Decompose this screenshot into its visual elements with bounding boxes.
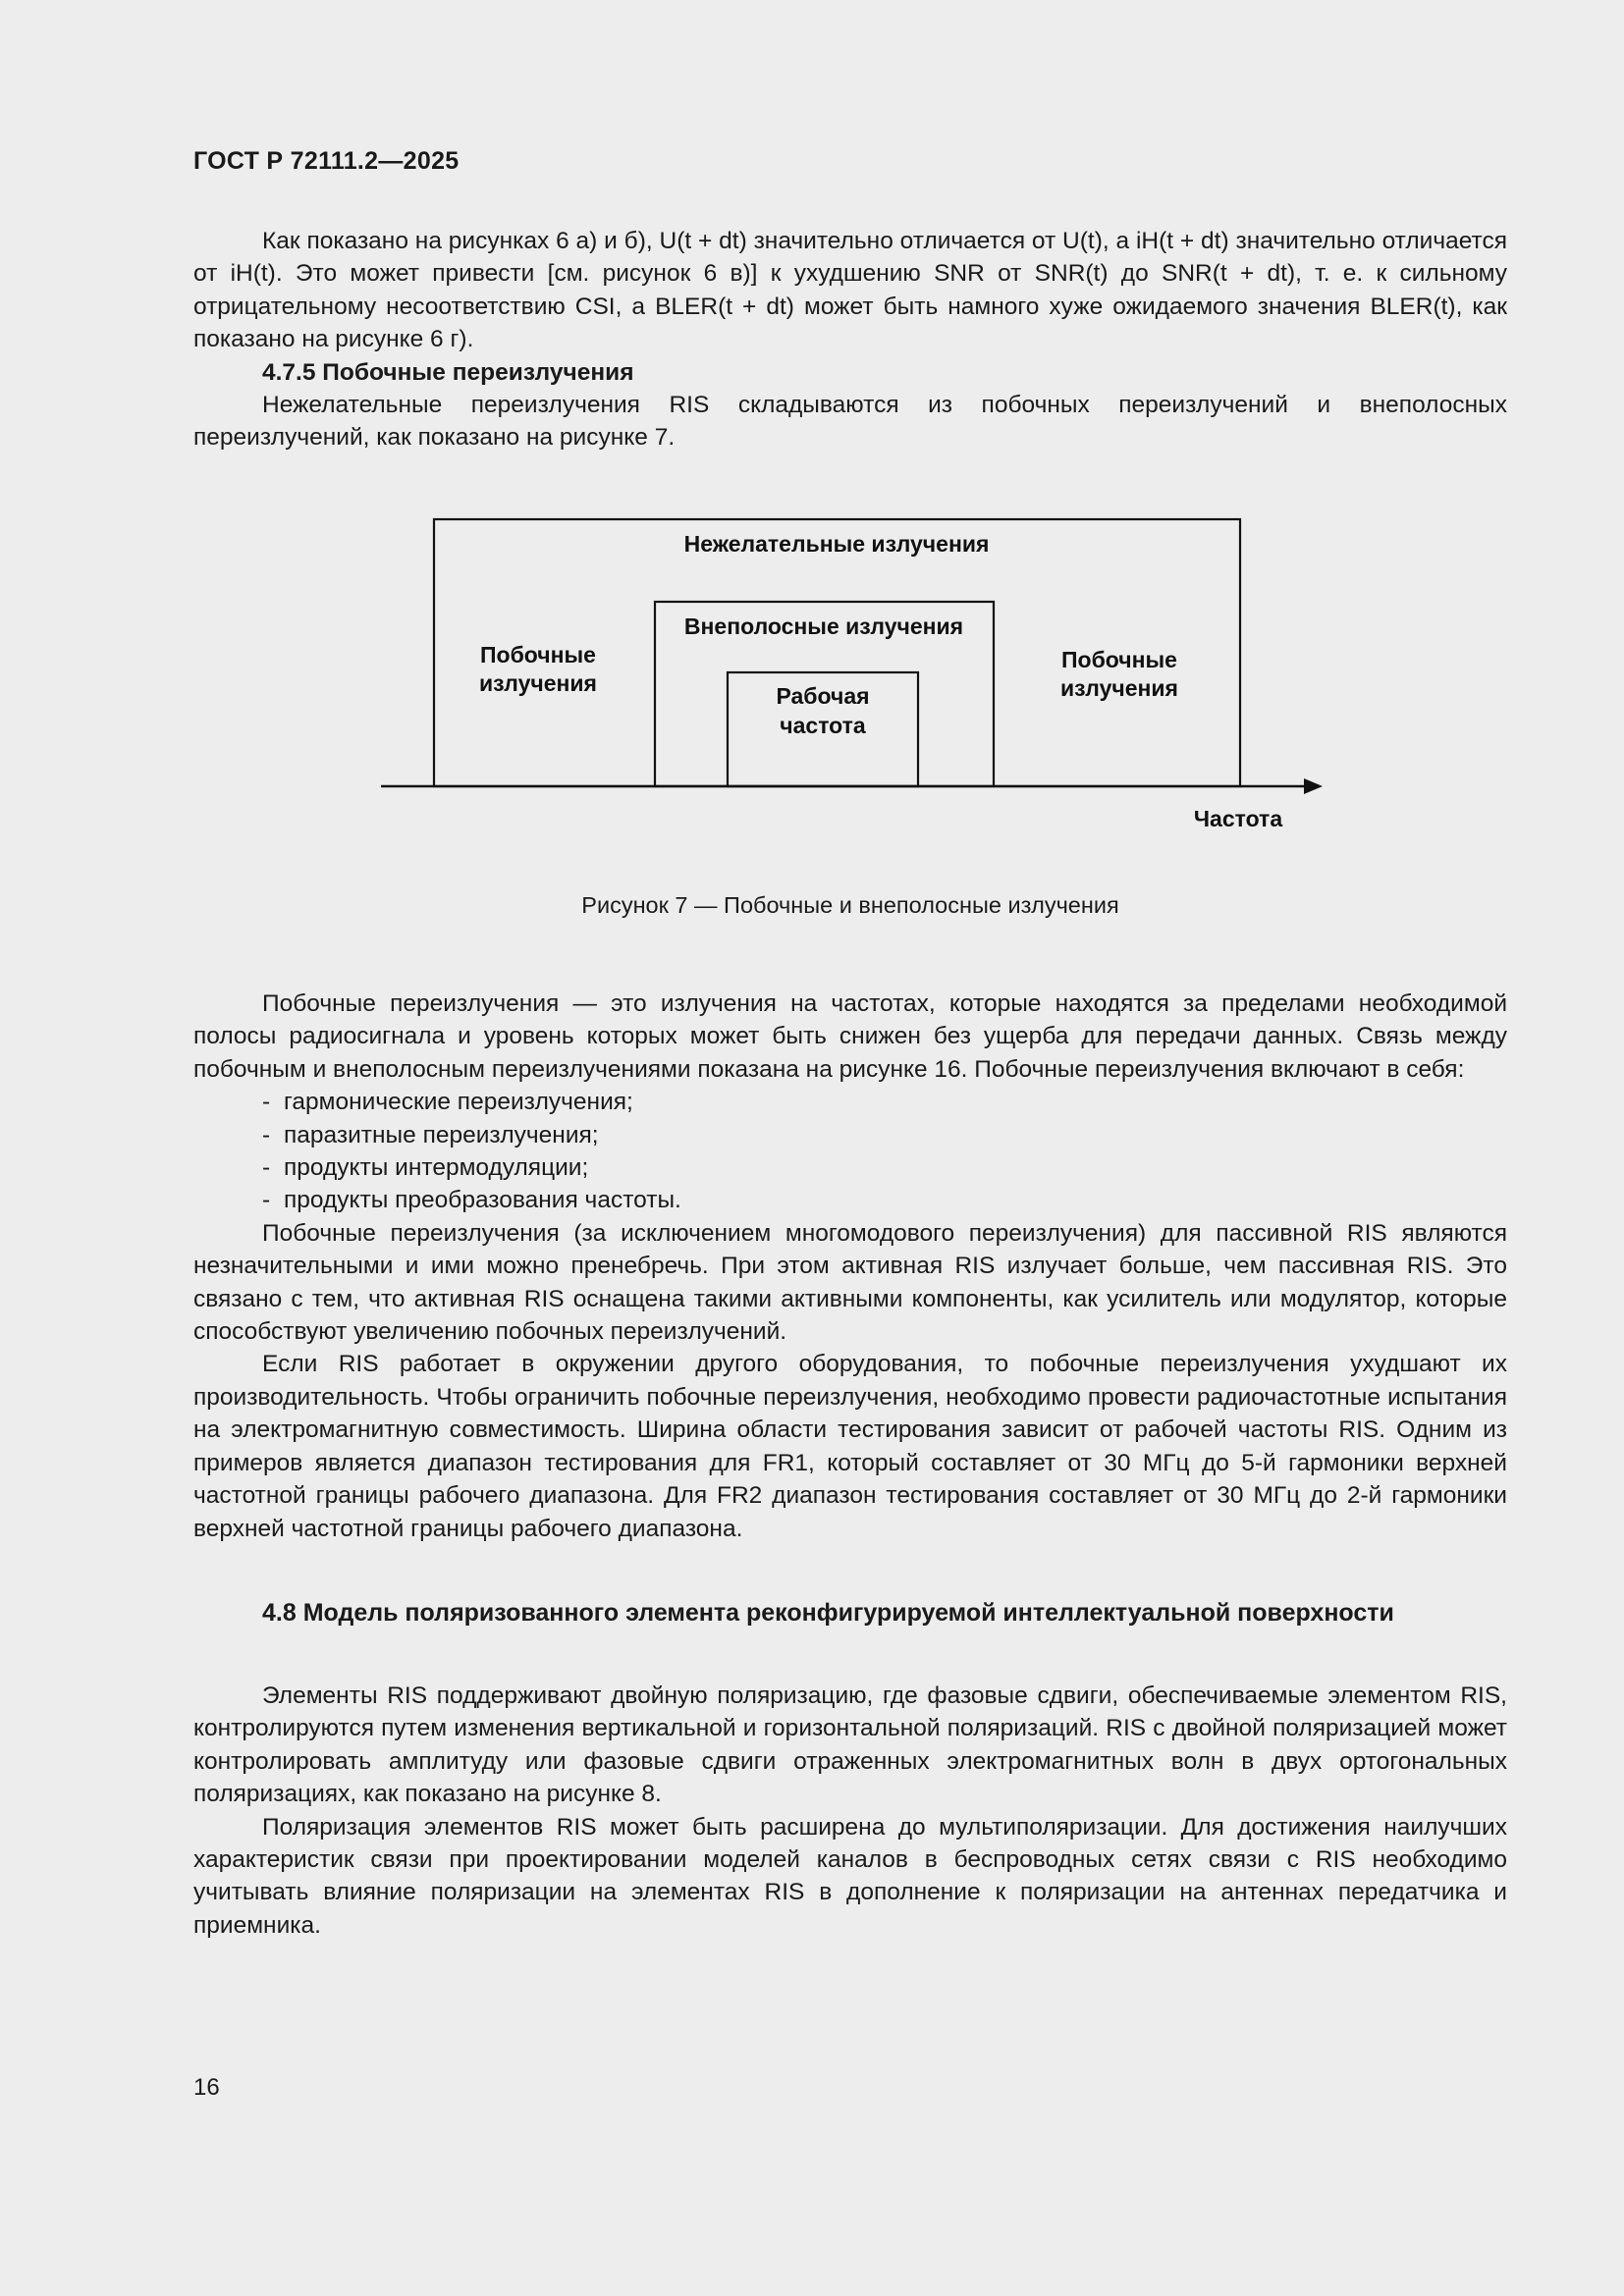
list-item: - продукты преобразования частоты. [262, 1187, 681, 1214]
paragraph-passive-active-ris: Побочные переизлучения (за исключением многомодового переизлучения) для пассивной RIS являются незначительными и ими можно пренебречь. При этом активная RIS излучает больше, чем пассивная RIS. Это связано с тем, что активная RIS оснащена такими активными компоненты, как усилитель или модулятор, которые способствуют увеличению побочных переизлучений. [193, 1219, 1507, 1346]
frequency-axis-label: Частота [1193, 806, 1283, 831]
subsection-heading-4-7-5: 4.7.5 Побочные переизлучения [262, 358, 634, 386]
out-of-band-label: Внеполосные излучения [683, 614, 964, 639]
paragraph-dual-polarization: Элементы RIS поддерживают двойную поляризацию, где фазовые сдвиги, обеспечиваемые элементом RIS, контролируются путем изменения вертикальной и горизонтальной поляризаций. RIS с двойной поляризацией может контролировать амплитуду или фазовые сдвиги отраженных электромагнитных волн в двух ортогональных поляризациях, как показано на рисунке 8. [193, 1682, 1507, 1808]
figure-7-diagram [373, 508, 1335, 852]
paragraph-intro: Как показано на рисунках 6 а) и б), U(t + dt) значительно отличается от U(t), а iH(t + dt) значительно отличается от iH(t). Это может привести [см. рисунок 6 в)] к ухудшению SNR от SNR(t) до SNR(t + dt), т. е. к сильному отрицательному несоответствию CSI, а BLER(t + dt) может быть намного хуже ожидаемого значения BLER(t), как показано на рисунке 6 г). [193, 228, 1507, 353]
axis-arrowhead [1304, 778, 1323, 794]
figure-7-caption: Рисунок 7 — Побочные и внеполосные излучения [581, 892, 1119, 918]
spurious-left-label-line1: Побочные [480, 642, 596, 667]
spurious-section-block [193, 988, 1507, 1545]
paragraph-emc-testing: Если RIS работает в окружении другого оборудования, то побочные переизлучения ухудшают их производительность. Чтобы ограничить побочные переизлучения, необходимо провести радиочастотные испытания на электромагнитную совместимость. Ширина области тестирования зависит от рабочей частоты RIS. Одним из примеров является диапазон тестирования для FR1, который составляет от 30 МГц до 5-й гармоники верхней частотной границы рабочего диапазона. Для FR2 диапазон тестирования составляет от 30 МГц до 2-й гармоники верхней частотной границы рабочего диапазона. [193, 1351, 1507, 1542]
spurious-right-label-line1: Побочные [1061, 647, 1177, 672]
list-item: - продукты интермодуляции; [262, 1154, 589, 1182]
working-frequency-label-line2: частота [780, 713, 866, 738]
unwanted-emissions-label: Нежелательные излучения [683, 531, 990, 557]
spurious-right-label-line2: излучения [1060, 675, 1178, 701]
intro-block [193, 225, 1507, 454]
spurious-left-label-line2: излучения [479, 670, 597, 696]
paragraph-multipolarization: Поляризация элементов RIS может быть расширена до мультиполяризации. Для достижения наилучших характеристик связи при проектировании моделей каналов в беспроводных сетях связи с RIS необходимо учитывать влияние поляризации на элементах RIS в дополнение к поляризации на антеннах передатчика и приемника. [193, 1813, 1507, 1939]
list-item: - паразитные переизлучения; [262, 1121, 599, 1148]
page-number: 16 [193, 2074, 220, 2101]
section-heading-4-8: 4.8 Модель поляризованного элемента реконфигурируемой интеллектуальной поверхности [262, 1599, 1394, 1627]
list-item: - гармонические переизлучения; [262, 1089, 633, 1116]
document-header: ГОСТ Р 72111.2—2025 [193, 147, 460, 175]
working-frequency-label-line1: Рабочая [776, 683, 870, 709]
polarization-section-block [193, 1680, 1507, 1942]
paragraph-unwanted-emissions: Нежелательные переизлучения RIS складываются из побочных переизлучений и внеполосных переизлучений, как показано на рисунке 7. [193, 392, 1507, 452]
paragraph-spurious-definition: Побочные переизлучения — это излучения на частотах, которые находятся за пределами необходимой полосы радиосигнала и уровень которых может быть снижен без ущерба для передачи данных. Связь между побочным и внеполосным переизлучениями показана на рисунке 16. Побочные переизлучения включают в себя: [193, 990, 1507, 1083]
